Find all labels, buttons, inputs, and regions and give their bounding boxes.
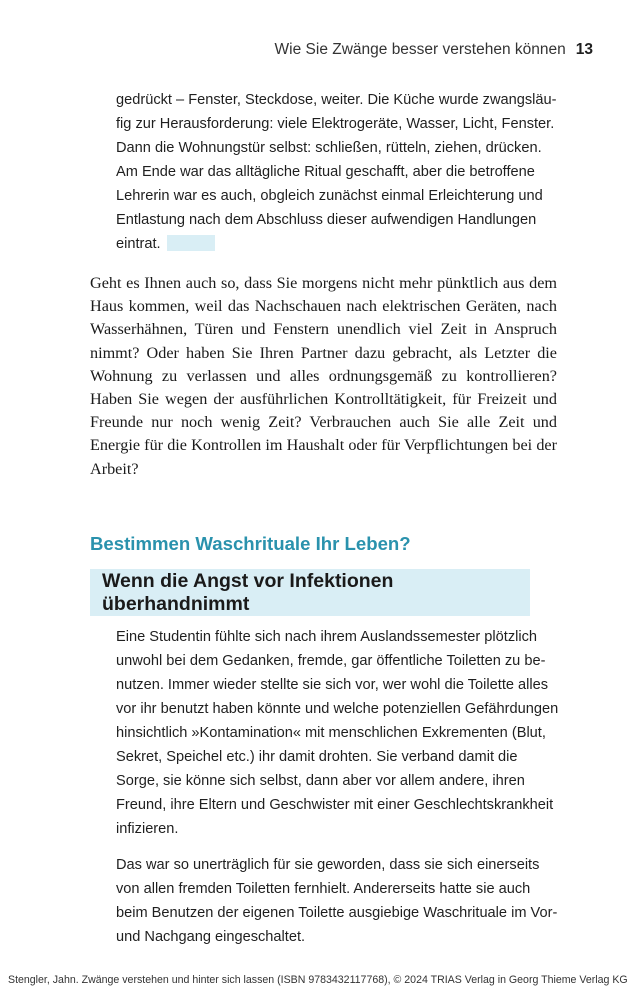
case-paragraph-1: Eine Studentin fühlte sich nach ihrem Auslandssemester plötzlich unwohl bei dem Gedanken, fremde, gar öffentliche Toiletten zu benutzen. Immer wieder stellte sie sich vor, wer wohl die Toilette alles vor ihr benutzt haben könnte und welche potenziellen Gefährdungen hinsichtlich »Kontamination« mit menschlichen Exkrementen (Blut, Sekret, Speichel etc.) ihr damit drohten. Sie verband damit die Sorge, sie könne sich selbst, dann aber vor allem andere, ihren Freund, ihre Eltern und Geschwister mit einer Geschlechtskrankheit infizieren. [116,629,559,837]
case-line: fig zur Herausforderung: viele Elektrogeräte, Wasser, Licht, Fenster. [116,116,555,132]
case-last-line [116,232,560,256]
case-line: Entlastung nach dem Abschluss dieser aufwendigen Handlungen [116,212,537,228]
section-heading: Bestimmen Waschrituale Ihr Leben? [90,533,411,554]
case-line: Am Ende war das alltägliche Ritual geschafft, aber die betroffene [116,164,535,180]
case-line: Dann die Wohnungstür selbst: schließen, rütteln, ziehen, drücken. [116,140,542,156]
body-paragraph-text: Geht es Ihnen auch so, dass Sie morgens nicht mehr pünktlich aus dem Haus kommen, weil das Nachschauen nach elektrischen Geräten, nach Wasserhähnen, Türen und Fenstern unendlich viel Zeit in Anspruch nimmt? Oder haben Sie Ihren Partner dazu gebracht, als Letzter die Wohnung zu verlassen und alles ordnungsgemäß zu kontrollieren? Haben Sie wegen der ausführlichen Kontrolltätigkeit, für Freizeit und Freunde nur noch wenig Zeit? Verbrauchen auch Sie alle Zeit und Energie für die Kontrollen im Haushalt oder für Verpflichtungen bei der Arbeit? [90,274,557,478]
running-title: Wie Sie Zwänge besser verstehen können [274,41,566,58]
case-line: eintrat. [116,236,161,252]
case-box-title [90,569,530,616]
case-end-marker [167,235,215,251]
body-paragraph [90,272,557,481]
case-box-title-text: Wenn die Angst vor Infektionen überhandnimmt [102,569,394,615]
case-paragraph-2: Das war so unerträglich für sie geworden, dass sie sich einerseits von allen fremden Toiletten fernhielt. Andererseits hatte sie auch beim Benutzen der eigenen Toilette ausgiebige Waschrituale im Vor- und Nachgang eingeschaltet. [116,857,558,945]
case-example-continued [116,88,560,256]
case-line: Lehrerin war es auch, obgleich zunächst einmal Erleichterung und [116,188,543,204]
running-header [90,41,593,59]
case-line: gedrückt – Fenster, Steckdose, weiter. Die Küche wurde zwangsläu- [116,92,557,108]
case-example-2 [116,625,560,961]
page-number: 13 [575,41,593,58]
footer-citation: Stengler, Jahn. Zwänge verstehen und hinter sich lassen (ISBN 9783432117768), © 2024 TRIAS Verlag in Georg Thieme Verlag KG [8,974,628,986]
